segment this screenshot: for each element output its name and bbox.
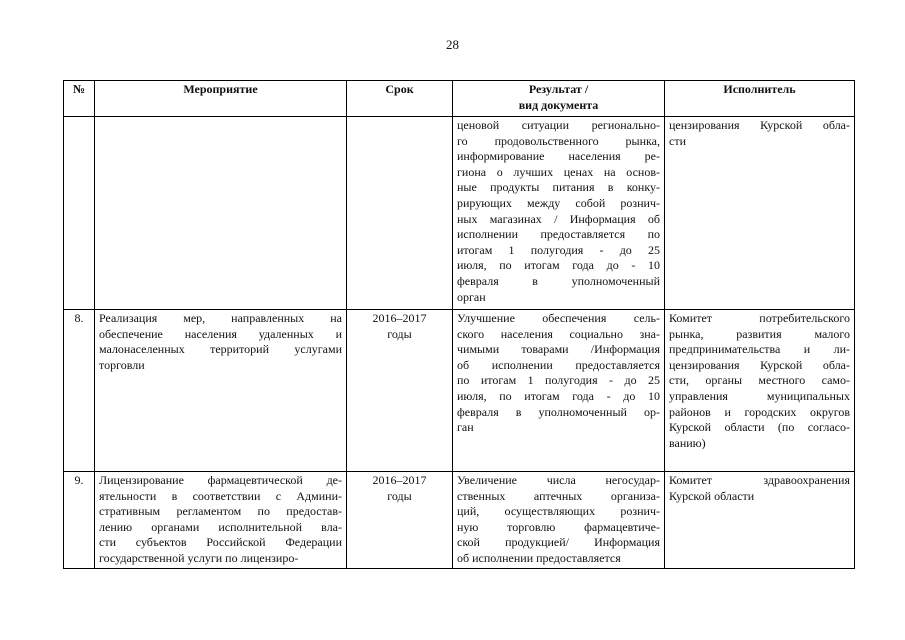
header-result-line-2: вид документа	[518, 97, 599, 112]
cell-line: чимыми товарами /Информация	[457, 342, 660, 357]
cell-line: стративным регламентом по предостав-	[99, 504, 342, 519]
cell-line: лению органами исполнительной вла-	[99, 519, 342, 534]
table-row	[64, 117, 855, 310]
cell-event	[95, 117, 347, 310]
cell-line: управления муниципальных	[669, 388, 850, 403]
cell-line: итогам 1 полугодия - до 25	[457, 242, 660, 257]
cell-executor	[665, 472, 855, 569]
cell-line: ской продукцией/ Информация	[457, 535, 660, 550]
cell-line: Реализация мер, направленных на	[99, 311, 342, 325]
cell-line: февраля в уполномоченный ор-	[457, 404, 660, 419]
cell-line: по итогам 1 полугодия - до 25	[457, 373, 660, 388]
cell-line: цензирования Курской обла-	[669, 357, 850, 372]
cell-line: годы	[387, 326, 412, 341]
cell-line: цензирования Курской обла-	[669, 118, 850, 132]
cell-line: ценовой ситуации регионально-	[457, 118, 660, 132]
cell-line: Лицензирование фармацевтической де-	[99, 473, 342, 487]
cell-line: Улучшение обеспечения сель-	[457, 311, 660, 325]
cell-number: 9.	[64, 472, 95, 569]
cell-line: Курской области	[669, 488, 755, 503]
header-result-line-1: Результат /	[528, 82, 589, 96]
cell-line: орган	[457, 289, 486, 304]
cell-term	[347, 310, 453, 472]
cell-line: ятельности в соответствии с Админи-	[99, 488, 342, 503]
cell-line: ных магазинах / Информация об	[457, 211, 660, 226]
cell-line: Курской области (по согласо-	[669, 420, 850, 435]
cell-number	[64, 117, 95, 310]
cell-line: гиона о лучших ценах на основ-	[457, 164, 660, 179]
cell-line: об исполнении предоставляется	[457, 357, 660, 372]
cell-line: ственных аптечных организа-	[457, 488, 660, 503]
cell-event	[95, 310, 347, 472]
cell-line: об исполнении предоставляется	[457, 550, 621, 565]
cell-line: сти	[669, 133, 686, 148]
cell-line: исполнении предоставляется по	[457, 227, 660, 242]
table-header-row	[64, 81, 855, 117]
header-term: Срок	[347, 81, 453, 117]
cell-line: го продовольственного рынка,	[457, 133, 660, 148]
cell-line: рирующих между собой рознич-	[457, 195, 660, 210]
cell-line: государственной услуги по лицензиро-	[99, 550, 299, 565]
cell-line: ского населения социально зна-	[457, 326, 660, 341]
header-event: Мероприятие	[95, 81, 347, 117]
cell-line: февраля в уполномоченный	[457, 273, 660, 288]
cell-term	[347, 472, 453, 569]
cell-event	[95, 472, 347, 569]
cell-result	[453, 310, 665, 472]
cell-line: ган	[457, 420, 474, 435]
cell-line: ванию)	[669, 435, 706, 450]
cell-line: сти, органы местного само-	[669, 373, 850, 388]
cell-line: июля, по итогам года до - 10	[457, 258, 660, 273]
cell-line: 2016–2017	[372, 311, 427, 325]
header-number: №	[64, 81, 95, 117]
cell-line: информирование населения ре-	[457, 149, 660, 164]
cell-line: Комитет здравоохранения	[669, 473, 850, 487]
cell-result	[453, 472, 665, 569]
cell-line: ную торговлю фармацевтиче-	[457, 519, 660, 534]
cell-line: малонаселенных территорий услугами	[99, 342, 342, 357]
cell-result	[453, 117, 665, 310]
cell-line: ций, осуществляющих рознич-	[457, 504, 660, 519]
cell-executor	[665, 310, 855, 472]
header-executor: Исполнитель	[665, 81, 855, 117]
cell-term	[347, 117, 453, 310]
table-row	[64, 310, 855, 472]
cell-line: рынка, развития малого	[669, 326, 850, 341]
cell-line: июля, по итогам года - до 10	[457, 388, 660, 403]
measures-table	[63, 80, 855, 569]
cell-line: Увеличение числа негосудар-	[457, 473, 660, 487]
cell-executor	[665, 117, 855, 310]
table-row	[64, 472, 855, 569]
page-number: 28	[446, 37, 459, 52]
cell-line: районов и городских округов	[669, 404, 850, 419]
cell-line: годы	[387, 488, 412, 503]
cell-line: ные продукты питания в конку-	[457, 180, 660, 195]
cell-line: Комитет потребительского	[669, 311, 850, 325]
cell-line: 2016–2017	[372, 473, 427, 487]
cell-line: предпринимательства и ли-	[669, 342, 850, 357]
header-result	[453, 81, 665, 117]
cell-line: обеспечение населения удаленных и	[99, 326, 342, 341]
cell-line: торговли	[99, 357, 145, 372]
cell-number: 8.	[64, 310, 95, 472]
cell-line: сти субъектов Российской Федерации	[99, 535, 342, 550]
